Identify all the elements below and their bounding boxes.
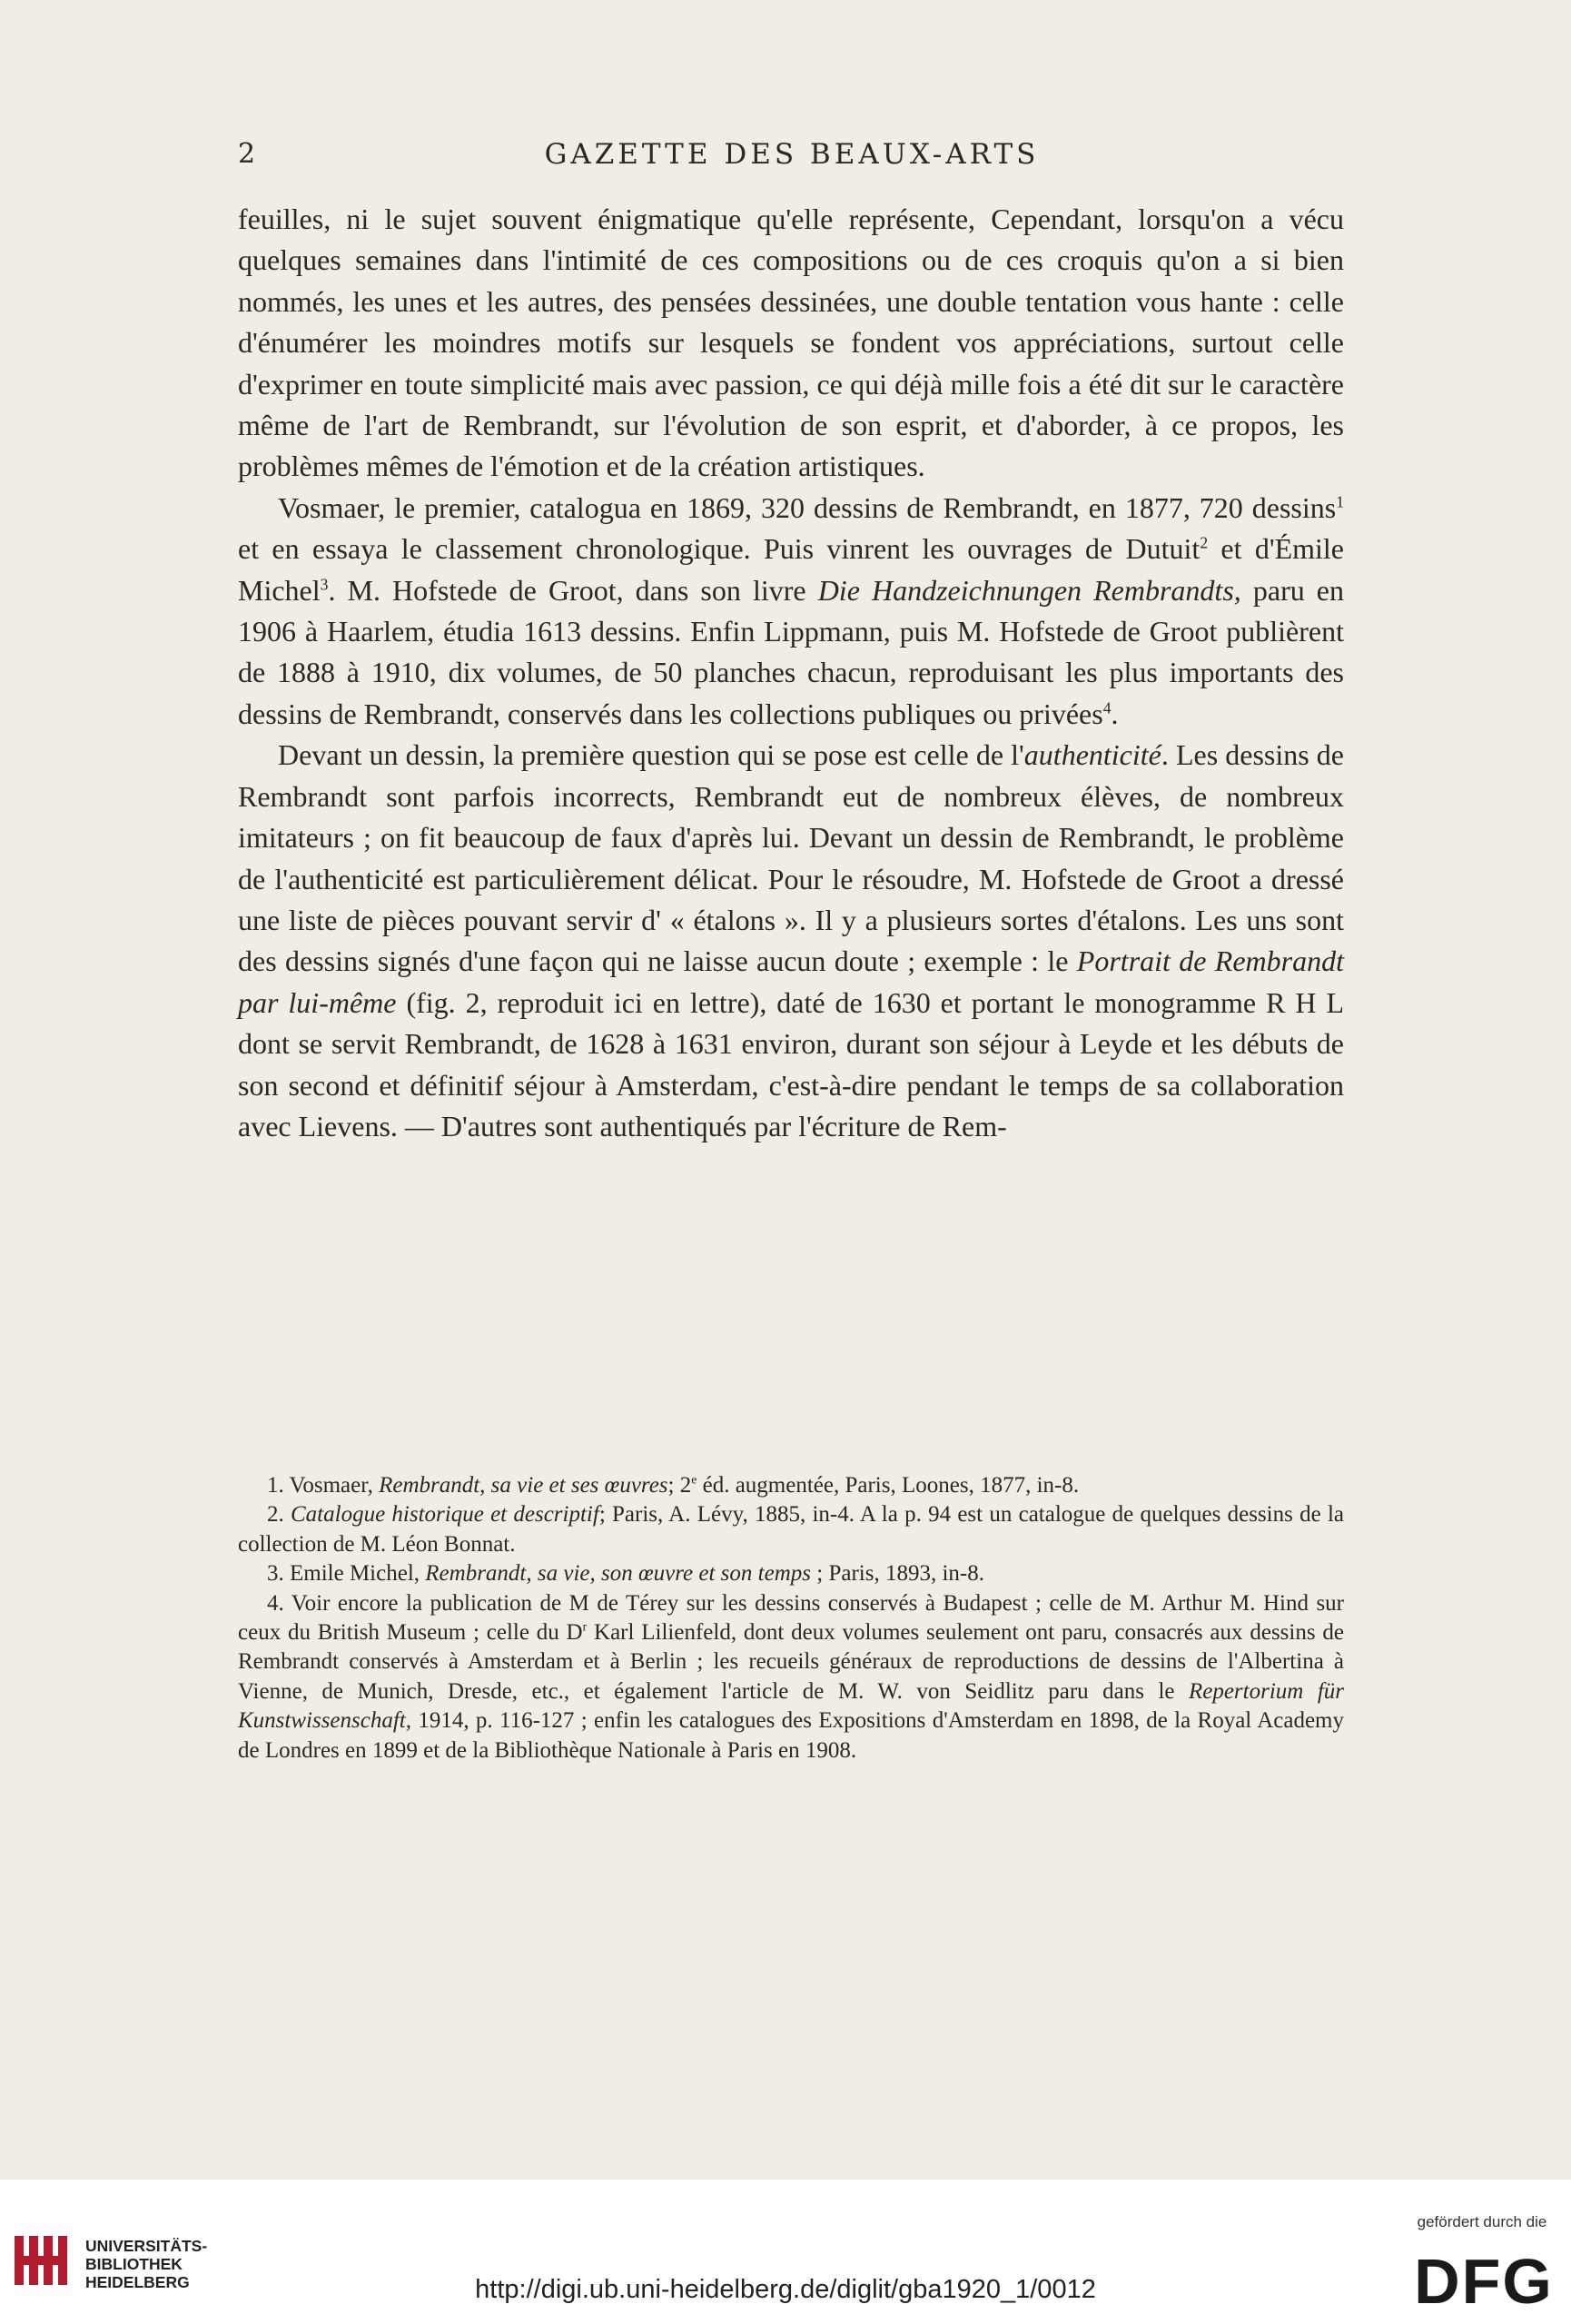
text-span: et en essaya le classement chronologique. Puis vinrent les ouvrages de Dutuit bbox=[238, 532, 1200, 566]
footnote-number: 2. bbox=[267, 1502, 284, 1528]
footnote-number: 4. bbox=[267, 1590, 284, 1616]
text-span: (fig. 2, reproduit ici en lettre), daté de 1630 et portant le monogramme R H L dont se servit Rembrandt, de 1628 à 1631 environ, durant son séjour à Leyde et les débuts de son second et définitif séjour à Amsterdam, c'est-à-dire pendant le temps de sa collaboration avec Lievens. — D'autres sont authentiqués par l'écriture de Rem- bbox=[238, 985, 1345, 1142]
text-span: Devant un dessin, la première question qui se pose est celle de l' bbox=[278, 738, 1024, 772]
footnote-3 bbox=[238, 1559, 1344, 1588]
library-name-line: HEIDELBERG bbox=[85, 2273, 190, 2291]
text-span: . bbox=[1111, 697, 1119, 730]
footnote-ref-3[interactable]: 3 bbox=[320, 575, 329, 593]
footnote-4 bbox=[238, 1589, 1344, 1765]
text-span: . Les dessins de Rembrandt sont parfois incorrects, Rembrandt eut de nombreux élèves, de nombreux imitateurs ; on fit beaucoup de faux d'après lui. Devant un dessin de Rembrandt, le problème de l'authenticité est particulièrement délicat. Pour le résoudre, M. Hofstede de Groot a dressé une liste de pièces pouvant servir d' « étalons ». Il y a plusieurs sortes d'étalons. Les uns sont des dessins signés d'une façon qui ne laisse aucun doute ; exemple : le bbox=[238, 738, 1345, 978]
footnote-ref-2[interactable]: 2 bbox=[1200, 533, 1209, 552]
text-span: paru en 1906 à Haarlem, étudia 1613 dessins. Enfin Lippmann, puis M. Hofstede de Groot publièrent de 1888 à 1910, dix volumes, de 50 planches chacun, reproduisant les plus importants des dessins de Rembrandt, conservés dans les collections publiques ou privées bbox=[238, 573, 1345, 730]
book-title: Die Handzeichnungen Rembrandts, bbox=[817, 573, 1241, 607]
paragraph-3 bbox=[238, 735, 1344, 1147]
footnotes bbox=[238, 1471, 1344, 1765]
library-name-line: UNIVERSITÄTS- bbox=[85, 2237, 208, 2255]
footnote-2 bbox=[238, 1500, 1344, 1559]
text-span: Vosmaer, le premier, catalogua en 1869, 320 dessins de Rembrandt, en 1877, 720 dessins bbox=[278, 490, 1337, 524]
library-name-line: BIBLIOTHEK bbox=[85, 2255, 183, 2273]
artwork-title: Portrait de Rembrandt par lui-même bbox=[238, 944, 1344, 1019]
text-span: éd. augmentée, Paris, Loones, 1877, in-8. bbox=[697, 1473, 1080, 1498]
permalink-url[interactable]: http://digi.ub.uni-heidelberg.de/diglit/gba1920_1/0012 bbox=[475, 2275, 1096, 2304]
footnote-1 bbox=[238, 1471, 1344, 1500]
text-span: ; 2 bbox=[667, 1473, 692, 1498]
text-span: Emile Michel, bbox=[283, 1561, 426, 1587]
footnote-number: 1. bbox=[267, 1473, 284, 1498]
text-span: et d'Émile Michel bbox=[238, 532, 1345, 607]
book-title: Catalogue historique et descriptif bbox=[283, 1502, 599, 1528]
text-span: 1914, p. 116-127 ; enfin les catalogues des Expositions d'Amsterdam en 1898, de la Royal Academy de Londres en 1899 et de la Bibliothèque Nationale à Paris en 1908. bbox=[238, 1708, 1344, 1763]
dfg-logo-icon[interactable] bbox=[1408, 2243, 1560, 2316]
footnote-ref-4[interactable]: 4 bbox=[1102, 698, 1112, 717]
footnote-number: 3. bbox=[267, 1561, 284, 1587]
running-title: GAZETTE DES BEAUX-ARTS bbox=[544, 138, 1040, 171]
text-span: Vosmaer, bbox=[283, 1473, 380, 1498]
footnote-ref-1[interactable]: 1 bbox=[1336, 492, 1344, 511]
superscript: e bbox=[691, 1472, 697, 1487]
book-title: Rembrandt, sa vie, son œuvre et son temps bbox=[425, 1561, 811, 1587]
funding-caption: gefördert durch die bbox=[1417, 2213, 1547, 2230]
text-span: Karl Lilienfeld, dont deux volumes seulement ont paru, consacrés aux dessins de Rembrandt conservés à Amsterdam et à Berlin ; les recueils généraux de reproductions de dessins de l'Albertina à Vienne, de Munich, Dresde, etc., et également l'article de M. W. von Seidlitz paru dans le bbox=[238, 1620, 1344, 1704]
page-header bbox=[238, 138, 1346, 178]
book-title: Rembrandt, sa vie et ses œuvres bbox=[379, 1473, 668, 1498]
dfg-wordmark: DFG bbox=[1414, 2246, 1554, 2316]
journal-title: Repertorium für Kunstwissenschaft, bbox=[238, 1678, 1344, 1734]
text-span: ; Paris, A. Lévy, 1885, in-4. A la p. 94 est un catalogue de quelques dessins de la collection de M. Léon Bonnat. bbox=[238, 1502, 1345, 1557]
text-span: Voir encore la publication de M de Térey sur les dessins conservés à Budapest ; celle de M. Arthur M. Hind sur ceux du British Museum ; celle du D bbox=[238, 1590, 1344, 1646]
paragraph-1: feuilles, ni le sujet souvent énigmatique qu'elle représente, Cependant, lorsqu'on a vécu quelques semaines dans l'intimité de ces compositions ou de ces croquis qu'on a si bien nommés, les unes et les autres, des pensées dessinées, une double tentation vous hante : celle d'énumérer les moindres motifs sur lesquels se fondent vos appréciations, surtout celle d'exprimer en toute simplicité mais avec passion, ce qui déjà mille fois a été dit sur le caractère même de l'art de Rembrandt, sur l'évolution de son esprit, et d'aborder, à ce propos, les problèmes mêmes de l'émotion et de la création artistiques. bbox=[238, 203, 1344, 483]
superscript: r bbox=[582, 1619, 588, 1634]
article-body bbox=[238, 199, 1344, 1147]
text-span: ; Paris, 1893, in-8. bbox=[811, 1561, 984, 1587]
page-number: 2 bbox=[238, 138, 256, 170]
emphasis: authenticité bbox=[1023, 738, 1161, 772]
paragraph-2 bbox=[238, 488, 1344, 735]
text-span: . M. Hofstede de Groot, dans son livre bbox=[328, 573, 818, 607]
